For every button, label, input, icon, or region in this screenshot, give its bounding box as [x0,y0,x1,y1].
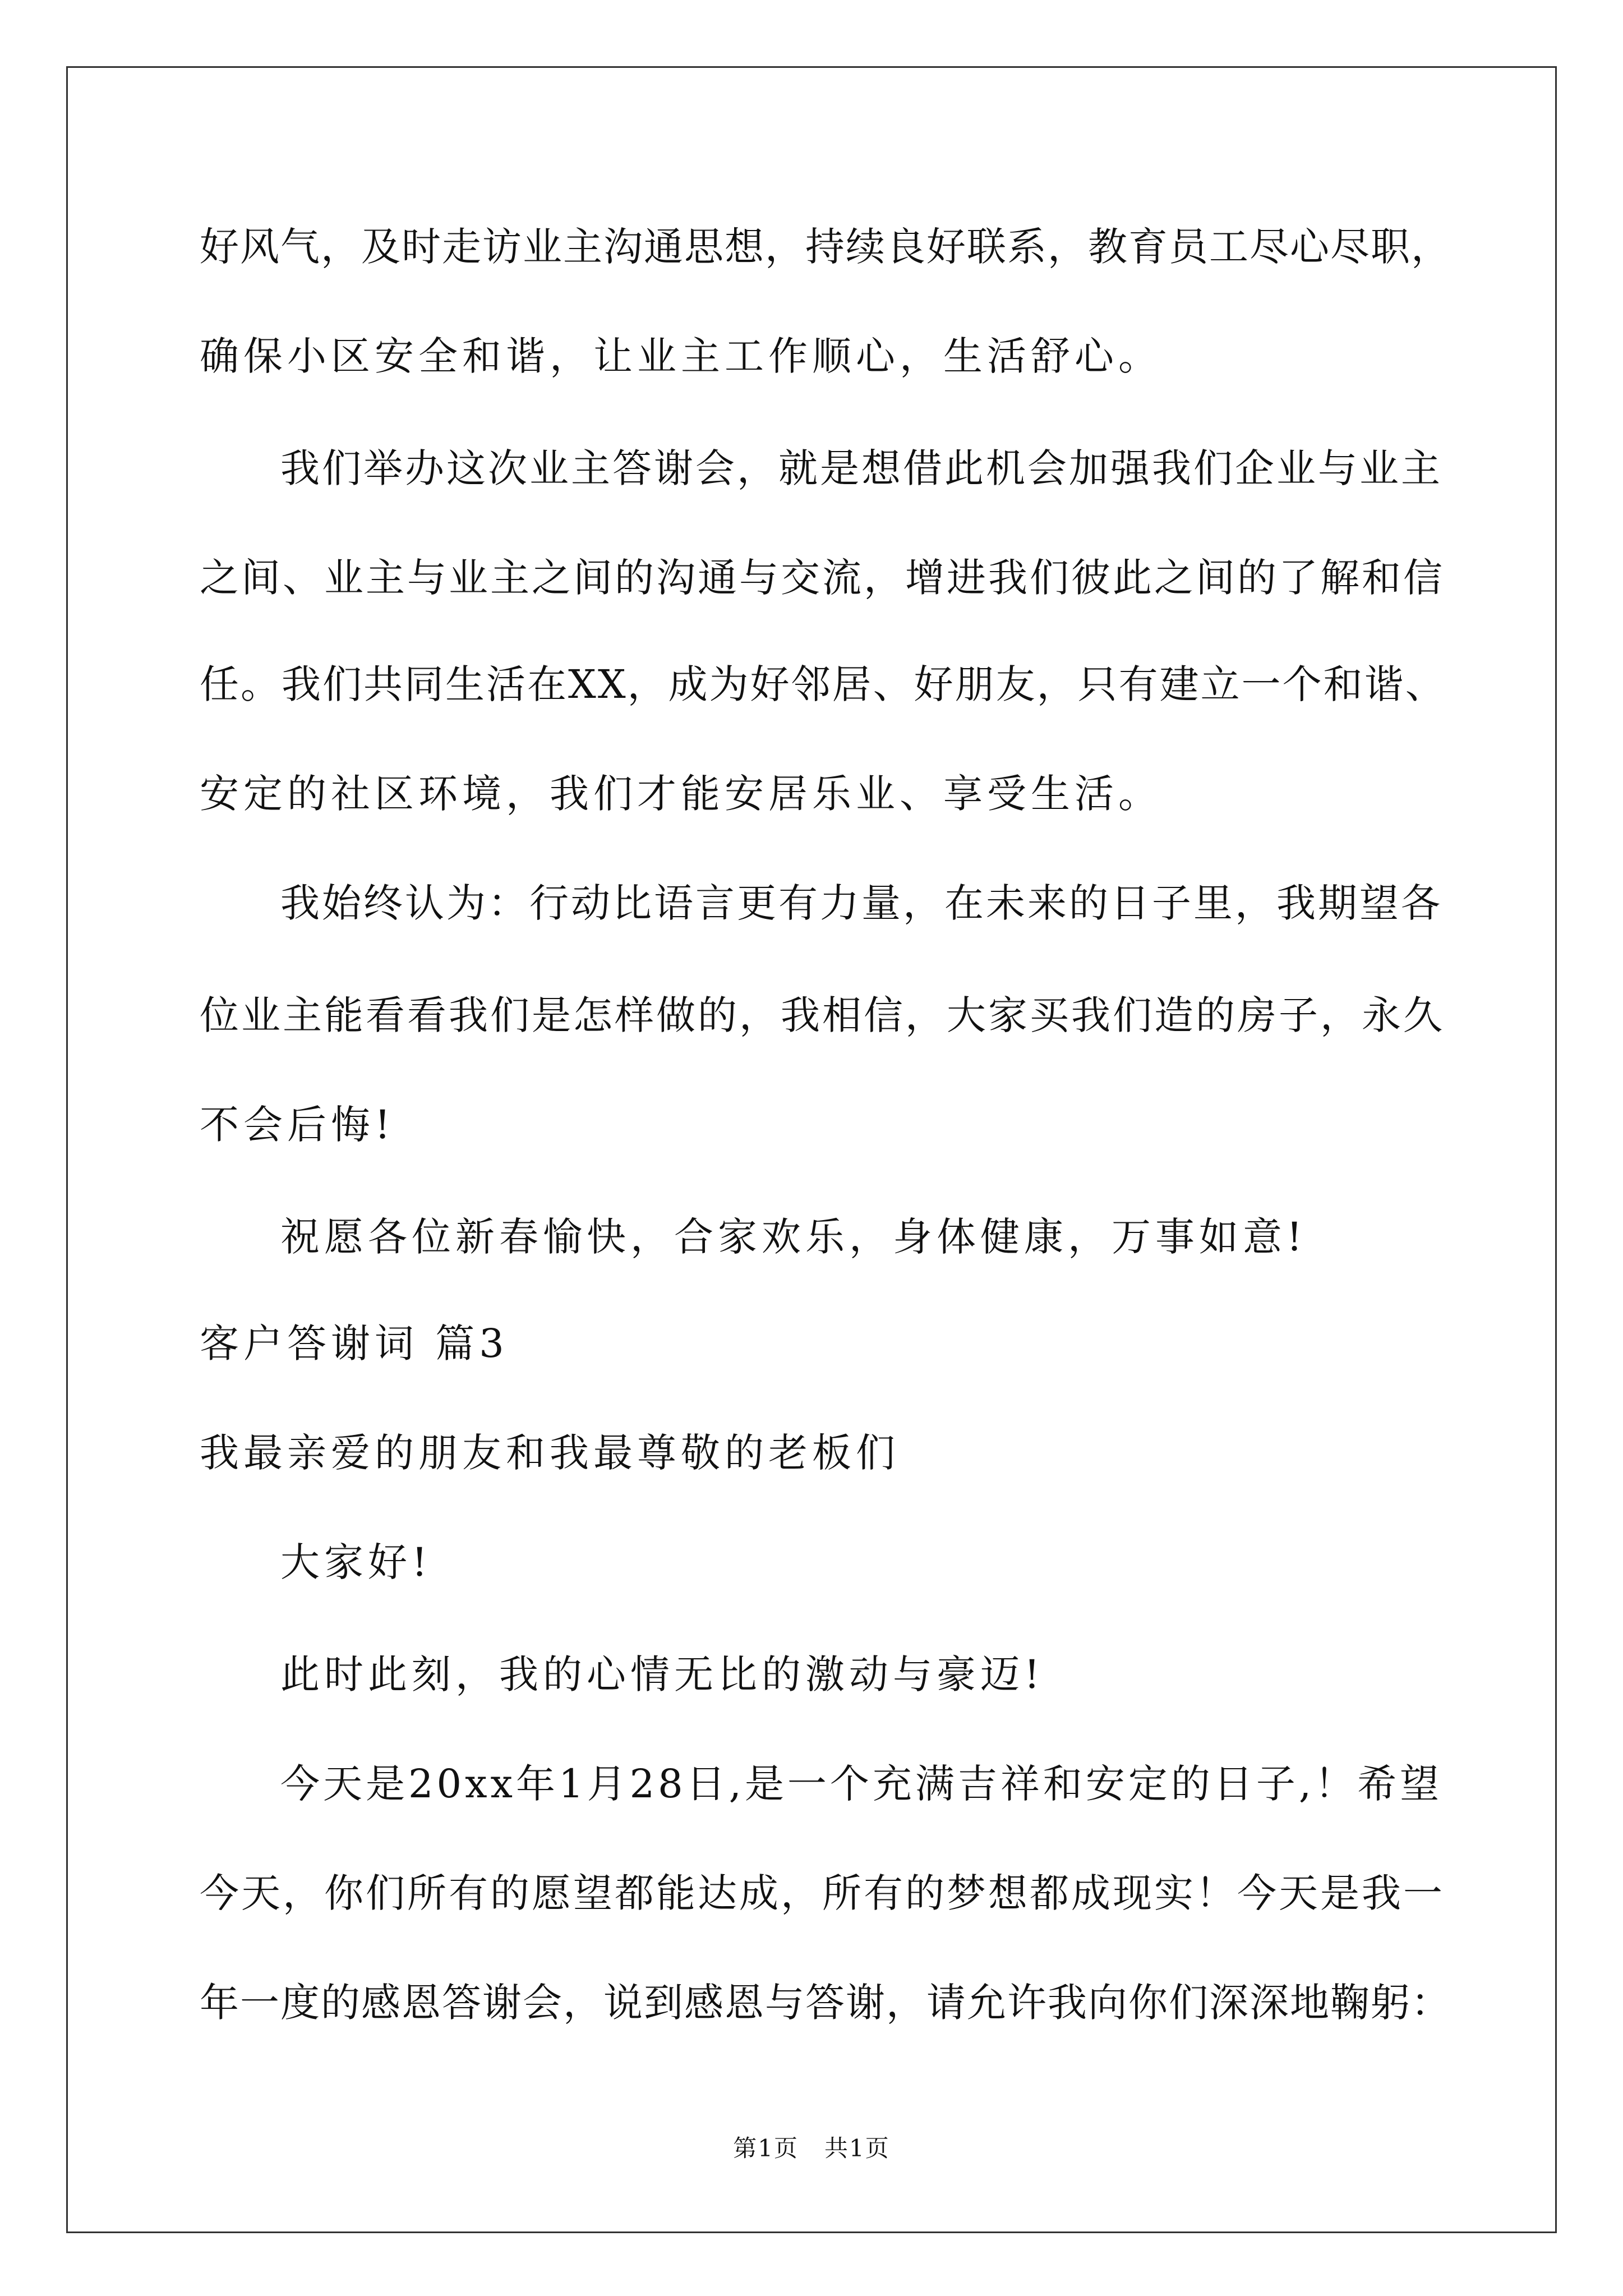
body-line-2: 确保小区安全和谐，让业主工作顺心，生活舒心。 [200,333,1162,379]
section-heading: 客户答谢词 篇3 [200,1320,509,1366]
body-line-16: 今天，你们所有的愿望都能达成，所有的梦想都成现实！今天是我一 [200,1870,1445,1916]
body-line-7: 我始终认为：行动比语言更有力量，在未来的日子里，我期望各 [280,880,1442,926]
page-number-footer: 第1页 共1页 [733,2134,890,2162]
body-line-9: 不会后悔! [200,1102,395,1148]
body-line-15: 今天是20xx年1月28日,是一个充满吉祥和安定的日子,！希望 [280,1761,1443,1807]
body-line-8: 位业主能看看我们是怎样做的，我相信，大家买我们造的房子，永久 [200,992,1445,1038]
body-line-3: 我们举办这次业主答谢会，就是想借此机会加强我们企业与业主 [280,445,1442,491]
body-line-4: 之间、业主与业主之间的沟通与交流，增进我们彼此之间的了解和信 [200,555,1445,601]
salutation: 我最亲爱的朋友和我最尊敬的老板们 [200,1430,900,1476]
body-line-6: 安定的社区环境，我们才能安居乐业、享受生活。 [200,771,1162,817]
body-line-17: 年一度的感恩答谢会，说到感恩与答谢，请允许我向你们深深地鞠躬： [200,1980,1451,2026]
body-line-5: 任。我们共同生活在XX，成为好邻居、好朋友，只有建立一个和谐、 [200,661,1446,707]
body-line-1: 好风气，及时走访业主沟通思想，持续良好联系，教育员工尽心尽职， [200,224,1451,270]
greeting: 大家好! [280,1539,432,1585]
body-line-10: 祝愿各位新春愉快，合家欢乐，身体健康，万事如意! [280,1214,1307,1260]
body-line-14: 此时此刻，我的心情无比的激动与豪迈! [280,1651,1045,1697]
